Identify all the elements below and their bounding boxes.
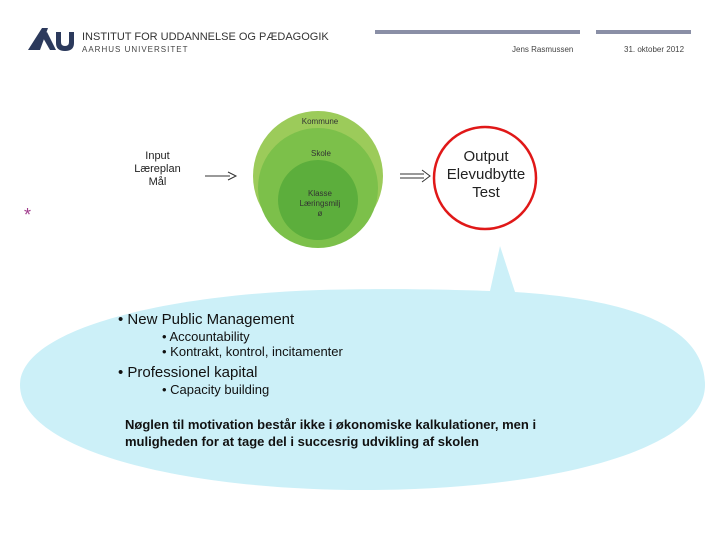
circle-kommune-label: Kommune [301, 117, 339, 126]
bubble-bullet-list [118, 310, 638, 397]
output-label-line: Test [472, 184, 500, 201]
institute-name: INSTITUT FOR UDDANNELSE OG PÆDAGOGIK [82, 31, 329, 43]
output-arrow [400, 170, 430, 182]
author-name: Jens Rasmussen [512, 45, 574, 54]
output-label [428, 148, 544, 202]
sub-bullet-accountability: • Accountability [162, 329, 250, 344]
circle-skole-label: Skole [310, 149, 332, 158]
circle-klasse-label-line3: ø [317, 209, 323, 218]
university-name: AARHUS UNIVERSITET [82, 45, 189, 54]
sub-bullet-capacity-building: • Capacity building [162, 382, 270, 397]
bullet-new-public-management: • New Public Management [118, 311, 295, 328]
presentation-date: 31. oktober 2012 [624, 45, 685, 54]
circle-klasse-label-line2: Læringsmilj [299, 199, 341, 208]
asterisk-marker: * [24, 205, 32, 225]
input-label-line: Læreplan [134, 163, 181, 175]
input-label-line: Input [145, 150, 170, 162]
output-label-line: Output [463, 148, 509, 165]
input-label [120, 150, 195, 189]
input-arrow [205, 172, 236, 180]
output-label-line: Elevudbytte [446, 166, 526, 183]
sub-bullet-kontrakt: • Kontrakt, kontrol, incitamenter [162, 344, 343, 359]
circle-klasse-label-line1: Klasse [307, 189, 333, 198]
bubble-quote: Nøglen til motivation består ikke i økonomiske kalkulationer, men i muligheden for at tage del i succesrig udvikling af skolen [125, 417, 537, 449]
bullet-professionel-kapital: • Professionel kapital [118, 364, 258, 381]
input-label-line: Mål [148, 176, 167, 188]
